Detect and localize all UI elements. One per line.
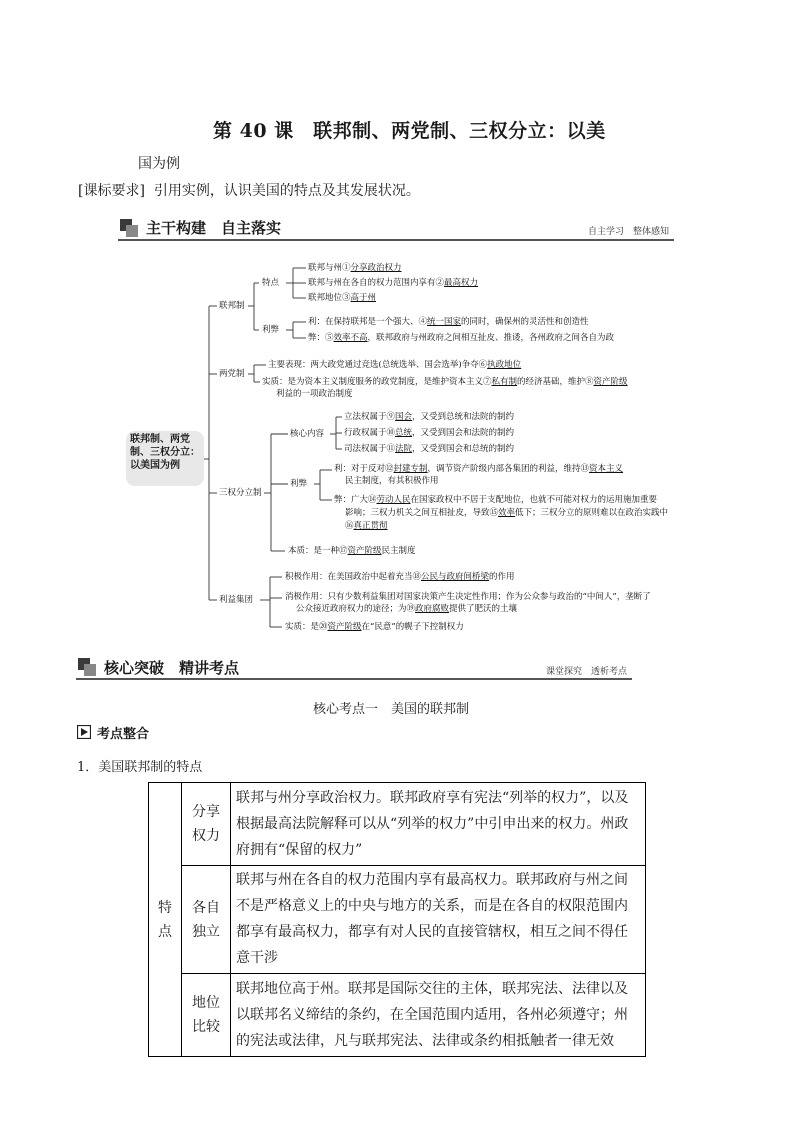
branch-interest-groups: 利益集团	[219, 595, 254, 605]
section-subtitle: 自主学习 整体感知	[588, 227, 670, 237]
branch-separation-of-powers: 三权分立制	[219, 488, 262, 498]
node-legislative: 立法权属于⑨国会，又受到总统和法院的制约	[344, 412, 515, 422]
node-core-content: 核心内容	[290, 429, 325, 439]
table-cell-sub-label: 分享 权力	[182, 783, 231, 866]
subsection-title: 考点整合	[97, 727, 150, 742]
page-title-continued: 国为例	[138, 156, 180, 172]
node-three-con: 弊：广大⑭劳动人民在国家政权中不居于支配地位，也就不可能对权力的运用施加重要	[334, 495, 658, 505]
requirement-label: [课标要求]	[78, 183, 145, 199]
root-line: 制、三权分立：	[130, 447, 200, 458]
node-fed-feature-3: 联邦地位③高于州	[308, 293, 377, 303]
key-point-title: 核心考点一 美国的联邦制	[313, 702, 470, 717]
table-cell-content: 联邦地位高于州。联邦是国际交往的主体，联邦宪法、法律以及以联邦名义缔结的条约，在全国范围内适用，各州必须遵守；州的宪法或法律，凡与联邦宪法、法律或条约相抵触者一律无效	[231, 974, 646, 1057]
table-row	[149, 783, 646, 866]
node-interest-negative: 消极作用：只有少数利益集团对国家决策产生决定性作用；作为公众参与政治的“中间人”，垄断了	[285, 592, 651, 602]
node-three-con-cont2: ⑯真正贯彻	[345, 521, 388, 531]
page-title: 第 40 课 联邦制、两党制、三权分立：以美	[213, 120, 606, 142]
section-title: 核心突破 精讲考点	[104, 659, 240, 677]
node-interest-negative-cont: 公众接近政府权力的途径；为⑲政府腐败提供了肥沃的土壤	[296, 604, 518, 614]
node-fed-feature-2: 联邦与州在各自的权力范围内享有②最高权力	[308, 278, 479, 288]
node-fed-feature-1: 联邦与州①分享政治权力	[308, 263, 402, 273]
table-row	[149, 866, 646, 974]
node-three-pro: 利：对于反对⑫封建专制，调节资产阶级内部各集团的利益，维持⑬资本主义	[334, 464, 624, 474]
section-divider	[76, 678, 632, 680]
root-line: 联邦制、两党	[130, 434, 190, 445]
node-executive: 行政权属于⑩总统，又受到国会和法院的制约	[344, 428, 515, 438]
node-fed-con: 弊：⑤效率不高，联邦政府与州政府之间相互扯皮、推诿，各州政府之间各自为政	[308, 333, 615, 343]
node-three-pro-cont: 民主制度，有其积极作用	[345, 476, 439, 486]
list-item-heading: 1．美国联邦制的特点	[77, 760, 203, 775]
table-cell-content: 联邦与州分享政治权力。联邦政府享有宪法“列举的权力”，以及根据最高法院解释可以从“列举的权力”中引申出来的权力。州政府拥有“保留的权力”	[231, 783, 646, 866]
node-interest-essence: 实质：是⑳资产阶级在“民意”的幌子下控制权力	[285, 622, 464, 632]
requirement-text: 引用实例，认识美国的特点及其发展状况。	[153, 183, 420, 199]
section-square-icon-shadow	[84, 664, 96, 676]
table-cell-main-label: 特 点	[149, 783, 182, 1057]
node-pros-cons: 利弊	[262, 325, 280, 335]
node-three-con-cont: 影响；三权力机关之间互相扯皮，导致⑮效率低下；三权分立的原则难以在政治实践中	[345, 508, 669, 518]
node-two-party-essence: 实质：是为资本主义制度服务的政党制度，是维护资本主义⑦私有制的经济基础，维护⑧资产阶级	[262, 377, 628, 387]
node-two-party-essence-cont: 利益的一项政治制度	[276, 389, 353, 399]
federalism-features-table	[148, 782, 646, 1057]
node-interest-positive: 积极作用：在美国政治中起着充当⑱公民与政府间桥梁的作用	[285, 572, 515, 582]
branch-two-party: 两党制	[219, 369, 245, 379]
table-cell-sub-label: 地位 比较	[182, 974, 231, 1057]
play-icon	[77, 725, 91, 739]
mindmap-root	[126, 431, 204, 486]
node-judicial: 司法权属于⑪法院，又受到国会和总统的制约	[344, 444, 515, 454]
node-two-party-main: 主要表现：两大政党通过竞选(总统选举、国会选举)争夺⑥执政地位	[268, 360, 522, 370]
branch-federalism: 联邦制	[219, 301, 245, 311]
section-subtitle: 课堂探究 透析考点	[546, 667, 628, 677]
table-row	[149, 974, 646, 1057]
node-features: 特点	[262, 278, 280, 288]
node-fed-pro: 利：在保持联邦是一个强大、④统一国家的同时，确保州的灵活性和创造性	[308, 317, 589, 327]
node-three-pros-cons: 利弊	[290, 479, 308, 489]
root-line: 以美国为例	[130, 460, 180, 471]
node-three-essence: 本质：是一种⑰资产阶级民主制度	[288, 546, 416, 556]
table-cell-sub-label: 各自 独立	[182, 866, 231, 974]
section-title: 主干构建 自主落实	[146, 219, 282, 237]
table-cell-content: 联邦与州在各自的权力范围内享有最高权力。联邦政府与州之间不是严格意义上的中央与地方的关系，而是在各自的权限范围内都享有最高权力，都享有对人民的直接管辖权，相互之间不得任意干涉	[231, 866, 646, 974]
